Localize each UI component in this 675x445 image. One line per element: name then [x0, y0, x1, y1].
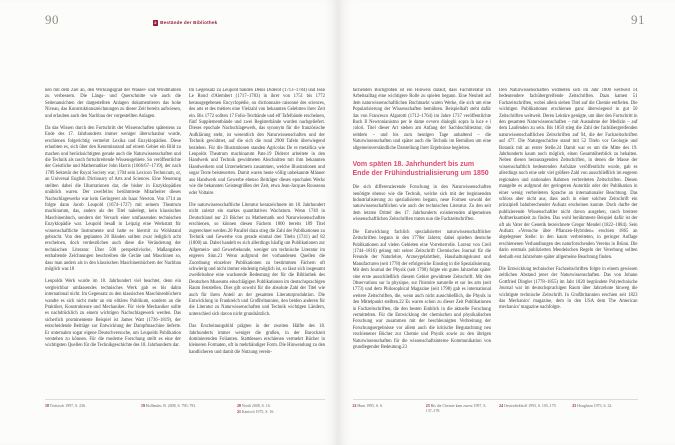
paragraph: Die naturwissenschaftliche Literatur kennzeichnete im 18. Jahrhundert nicht zuletzt ein starkes quantitatives Wachstum. Wenn 1740 in Deutschland nur 23 Bücher zu Mathematik und Naturwissenschaften erschienen, so können diesen Fächern 1800 bereits 189 Titel zugerechnet werden.20 Parallel dazu stieg die Zahl der Publikationen zu Technik und Gewerbe von gerade einmal drei Titeln (1741) auf 82 (1800) an. Dabei handelt es sich allerdings häufig um Publikationen zur Allgemein- und Gewerbekunde, weniger um technische Literatur im engeren Sinn.21 Wenn aufgrund der vorhandenen Quellen die Zuordnung einzelner Publikationen zu bestimmten Fächern oft schwierig und nicht immer eindeutig möglich ist, so lässt sich insgesamt zweifelsohne eine wachsende Bedeutung der für die Bibliothek des Deutschen Museums einschlägigen Publikationen im deutschsprachigen Raum feststellen. Dies gilt sowohl für die absolute Zahl der Titel wie auch für ihren Anteil an der gesamten Literaturproduktion. Die Entwicklung in Frankreich und Großbritannien, den beiden anderen für die Literatur zu Naturwissenschaften und Technik wichtigen Ländern, unterschied sich davon nicht grundsätzlich.: [189, 202, 325, 317]
footnote-column: [45, 404, 133, 417]
footnote-number: 18: [45, 404, 49, 408]
footnote-column: [499, 404, 564, 415]
paragraph: Die sich differenzierende Forschung in den Naturwissenschaften benötigte ebenso wie die Technik, welche sich mit der beginnenden Industrialisierung zu spezialisieren begann, neue Formen sowohl der naturwissenschaftlichen wie auch der technischen Literatur. Zu den seit dem letzten Drittel des 17. Jahrhunderts existierenden allgemeinen wissenschaftlichen Zeitschriften traten nun die Fachzeitschriften.: [352, 185, 491, 223]
running-header-title: Bestände der Bibliothek: [160, 20, 218, 25]
paragraph: Das Erscheinungsbild prägten in der zweiten Hälfte des 18. Jahrhunderts immer weniger die großen, in der Barockzeit dominierenden Folianten. Stattdessen erschienen vermehrt Bücher in kleineren Formaten, oft in mehrbändiger Form. Die Hinwendung zu den handlicheren und damit die Nutzung verein-: [189, 324, 325, 355]
footnote-number: 23: [425, 404, 430, 408]
right-page-column-2: [499, 88, 638, 396]
footnote-number: 22: [352, 404, 357, 408]
column-1-body: [353, 185, 492, 351]
footnote: 20 North 2008, S. 16.: [237, 404, 271, 408]
footnote: 24 Oesterdiekhoff 1993, S. 105–179.: [499, 404, 557, 408]
right-page-column-1: [353, 88, 492, 396]
footnote-column: [141, 404, 229, 417]
paragraph: nen mit dem Ziel an, den Wirkungsgrad der Wasser- und Windmühlen zu verbessern. Die Längs- und Querschnitte wie auch die Seitenansichten der dargestellten Anlagen dokumentieren das hohe Niveau, das Konstruktionszeichnungen zu dieser Zeit bereits aufwiesen, und erlauben auch den Nachbau der vorgestellten Anlagen.: [45, 88, 181, 119]
footnote-number: 25: [572, 404, 577, 408]
footnote: 18 Troitzsch 1997, S. 236.: [45, 404, 86, 408]
paragraph: Leupolds Werk wurde im 18. Jahrhundert viel beachtet, denn ein vergleichbar umfassendes technisches Werk gab es bis dahin international nicht. Im Gegensatz zu den klassischen Maschinenbüchern wandte es sich nicht mehr an ein elitäres Publikum, sondern an die Praktiker, Konstrukteure und Mechaniker. Für viele Mechaniker sollte es nachdrücklich zu einem wichtigen Nachschlagewerk werden. Das sicherlich prominenteste Beispiel ist James Watt (1736–1819), der entscheidende Beiträge zur Entwicklung der Dampfmaschine lieferte. Er unternahm sogar eigene Deutschversuche, um Leupolds Publikation verstehen zu können. Für die moderne Forschung stellt es eine der wichtigsten Quellen für die Technikgeschichte des 18. Jahrhunderts dar.: [45, 279, 181, 349]
column-1-intro: [353, 88, 492, 152]
footnote-column: [237, 404, 325, 417]
left-page-footnotes: [45, 404, 325, 417]
paragraph: Die Entwicklung technischer Fachzeitschriften folgte in einem gewissen zeitlichen Abstand jener der Naturwissenschaften. Das von Johann Gottfried Dingler (1778–1855) im Jahr 1820 begründete Polytechnische Journal war im deutschsprachigen Raum über Jahrzehnte hinweg die wichtigste technische Zeitschrift. In Großbritannien erschien seit 1823 das Mechanics' magazine, dem in den USA dem The American mechanics' magazine nachfolgte.: [499, 266, 638, 311]
footnote: 19 Holländer, B. 2008, S. 790–793.: [141, 404, 197, 408]
paragraph: Da das Wissen durch den Fortschritt der Wissenschaften spätestens zu Ende des 17. Jahrhunderts immer weniger überschaubar wurde, erschienen folgerichtig vermehrt Lexika und Enzyklopädien. Diese erlaubten es, sich über den Kenntnisstand auf einem Gebiet ein Bild zu machen und berücksichtigten gerade auch die Naturwissenschaften und die Technik als rasch fortschreitende Wissensgebiete. So veröffentlichte der Geistliche und Mathematiker John Harris (1666/67–1719), der nach 1709 Sekretär der Royal Society war, 1704 sein Lexicon Technicum, or, an Universal English Dictionary of Arts and Sciences. Eine Neuerung stellten dabei die Illustrationen dar, die bisher in Enzyklopädien unüblich waren. Der zweifellos berühmteste Mitarbeiter dieses Nachschlagewerks war kein Geringerer als Isaac Newton. Von 1714 an folgte dann Jacob Leupold (1674–1727) mit seinem Theatrum machinarum, das, anders als der Titel nahelegt, kein klassisches Maschinenbuch, sondern der Versuch einer umfassenden technischen Enzyklopädie war. Leupold besaß in Leipzig eine Werkstatt für wissenschaftliche Instrumente und hatte es hiermit zu Wohlstand gebracht. Von den geplanten 20 Bänden sollten zwar lediglich acht erscheinen, doch verdeutlichen auch diese die Veränderung der technischen Literatur. Über 500 perspektivische, Maßangaben enthaltende Zeichnungen beschreiben die Geräte und Maschinen so, dass man anders als in den klassischen Maschinenbüchern der Nachbau möglich war.18: [45, 126, 181, 272]
footnote-number: 21: [237, 410, 241, 415]
right-page-footnotes: [353, 404, 638, 415]
paragraph: Den Naturwissenschaften widmeten sich im Jahr 1800 weltweit 14 bedeutendere fachübergreifende Zeitschriften. Dazu kamen 51 Fachzeitschriften, wobei allein sieben Titel auf die Chemie entfielen. Die wichtigen Publikationen erschienen ganz überwiegend in gut 50 Zeitschriften weltweit. Deren Lektüre genügte, um über den Fortschritt in den gesamten Naturwissenschaften – mit Ausnahme der Medizin – auf dem Laufenden zu sein. Bis 1850 stieg die Zahl der fachübergreifenden naturwissenschaftlichen Zeitschriften auf 94, die der Fachzeitschriften auf 477. Die Naturgeschichte stand mit 52 Titeln vor Geologie und Botanik mit an erster Stelle.24 Damit war es um die Mitte des 19. Jahrhunderts kaum noch möglich, einen Gesamtüberblick zu behalten. Neben diesen herausragenden Zeitschriften, in denen die Masse der wissenschaftlich bedeutenden Aufsätze veröffentlicht wurde, gab es allerdings noch eine sehr viel größere Zahl von ausschließlich im engeren regionalen und nationalen Rahmen verbreiteten Zeitschriften. Diesen mangelte es aufgrund der geringeren Autorität oder der Publikation in einer wenig verbreiteten Sprache an internationaler Beachtung. Das schloss aber nicht aus, dass auch in einer solchen Zeitschrift ein prinzipiell bahnbrechender Aufsatz erscheinen konnte. Doch durfte der publizierende Wissenschaftler nicht davon ausgehen, rasch breitere Aufmerksamkeit zu finden. Das wohl berühmteste Beispiel dafür ist der oft als Vater der Genetik bezeichnete Gregor Mendel (1822–1884). Sein Aufsatz »Versuche über Pflanzen-Hybriden« erschien 1865 an abgelegener Stelle: in den kaum verbreiteten, in geringer Auflage erschienenen Verhandlungen des naturforschenden Vereins in Brünn. Die darin erstmals publizierten Mendelschen Regeln der Vererbung sollten deshalb erst Jahrzehnte später allgemeine Beachtung finden.: [499, 88, 638, 260]
paragraph: Die Entwicklung fachlich spezialisierter naturwissenschaftlicher Zeitschriften begann in den 1770er Jahren; dabei spielten deutsche Publikationen auf vielen Gebieten eine Vorreiterrolle. Lorenz von Crell (1744–1816) gelang mit seiner Zeitschrift Chemisches Journal für die Freunde der Naturlehre, Arzneygelahrtheit, Haushaltungskunst und Manufacturen (seit 1778) der erfolgreiche Einstieg in die Spezialisierung. Mit dem Journal der Physik (seit 1790) folgte ein gutes Jahrzehnt später eine erste ausschließlich diesem Gebiet gewidmete Zeitschrift. Mit den Observations sur la physique, sur l'histoire naturelle et sur les arts (seit 1773) und dem Philosophical Magazine (seit 1798) gab es international weitere Zeitschriften, die, wenn auch nicht ausschließlich, die Physik in den Mittelpunkt stellten.22 Es waren schon zu dieser Zeit Publikationen in Fachzeitschriften, die den besten Einblick in die aktuelle Forschung vermittelten. Für die Entwicklung der chemischen und physikalischen Forschung war zusammen mit der beschleunigten Verbreitung der Forschungsergebnisse vor allem auch die kritische Begutachtung neu erschienener Bücher zur Chemie und Physik sowie zu den übrigen Naturwissenschaften für die wissenschaftsinterne Kommunikation von grundlegender Bedeutung.23: [352, 229, 491, 350]
chapter-number-badge: 2: [154, 20, 157, 26]
footnote: 21 Kanisch 1975, S. 16.: [237, 410, 275, 415]
footnote-column: [426, 404, 491, 415]
footnote-number: 24: [499, 404, 503, 408]
running-header: [45, 20, 325, 26]
footnote-divider: [353, 399, 638, 400]
footnote-column: [572, 404, 637, 415]
footnote: 23 Bis die Chemie kam zuerst 1997, S. 137–178.: [425, 404, 487, 413]
page-number-right: 91: [631, 12, 645, 27]
left-page-text-block: [45, 88, 325, 396]
right-page: [338, 0, 675, 445]
footnote-number: 20: [237, 404, 241, 408]
footnote-divider: [45, 399, 325, 400]
paragraph: fachenden Buchgrößen ist ein Hinweis darauf, dass Fachliteratur im Arbeitsalltag eine wichtigere Rolle zu spielen begann. Eine Neuheit auf dem naturwissenschaftlichen Buchmarkt waren Werke, die sich um eine Popularisierung der Wissenschaften bemühten. Beispielhaft steht dafür das von Francesco Algarotti (1712–1764) im Jahre 1737 veröffentlichte Buch Il Newtonianismo per le dame ovvero dialoghi sopra la luce e i colori. Titel dieser Art stehen am Anfang der Sachbuchliteratur, die seitdem – und bis zum heutigen Tage anhaltend – die Naturwissenschaften und später auch die Technik im Bemühen um eine allgemeinverständliche Darstellung ihrer Ergebnisse begleiten.: [352, 88, 491, 151]
page-number-left: 90: [45, 12, 59, 27]
footnote: 25 Houghton 1975, S. 32.: [572, 404, 613, 408]
section-heading: Vom späten 18. Jahrhundert bis zum Ende der Frühindustrialisierung um 1850: [352, 161, 489, 177]
footnote-column: [353, 404, 418, 415]
paragraph: Im Gegensatz zu Leupold banden Denis Diderot (1713–1784) und Jean Le Rond d'Alembert (1717–1783) in ihrer von 1751 bis 1772 herausgegebenen Encyclopédie, ou dictionnaire raisonné des sciences, des arts et des métiers eine Vielzahl von bekannten Gelehrten ihrer Zeit ein. Bis 1772 sollten 17 Folio-Textbände und elf Tafelbände erscheinen, fünf Supplementbände und zwei Registerbände wurden nachgeliefert. Dieses epochale Nachschlagewerk, das synonym für die französische Aufklärung steht, ist wesentlich den Naturwissenschaften und der Technik gewidmet, auf die sich die rund 2900 Tafeln überwiegend beziehen. Für die Illustrationen standen Agricolas De re metallica wie Leupolds Theatrum machinarum Pate.19 Diderot arbeitete in den Handwerk und Technik gewidmeten Abschnitten mit ihm bekannten Handwerkern und Unternehmern zusammen, welche Illustrationen und sogar Texte beisteuerten. Damit waren heute völlig unbekannte Männer aus Handwerk und Gewerbe ebenso Beiträger dieses epochalen Werks wie die bekannten Geistesgrößen der Zeit, etwa Jean-Jacques Rousseau oder Voltaire.: [189, 88, 325, 196]
left-page-column-2: [189, 88, 325, 396]
footnote-number: 19: [141, 404, 145, 408]
left-page-column-1: [45, 88, 181, 396]
right-page-text-block: [353, 88, 638, 396]
footnote: 22 Hunt 1995, S. 6.: [352, 404, 383, 408]
